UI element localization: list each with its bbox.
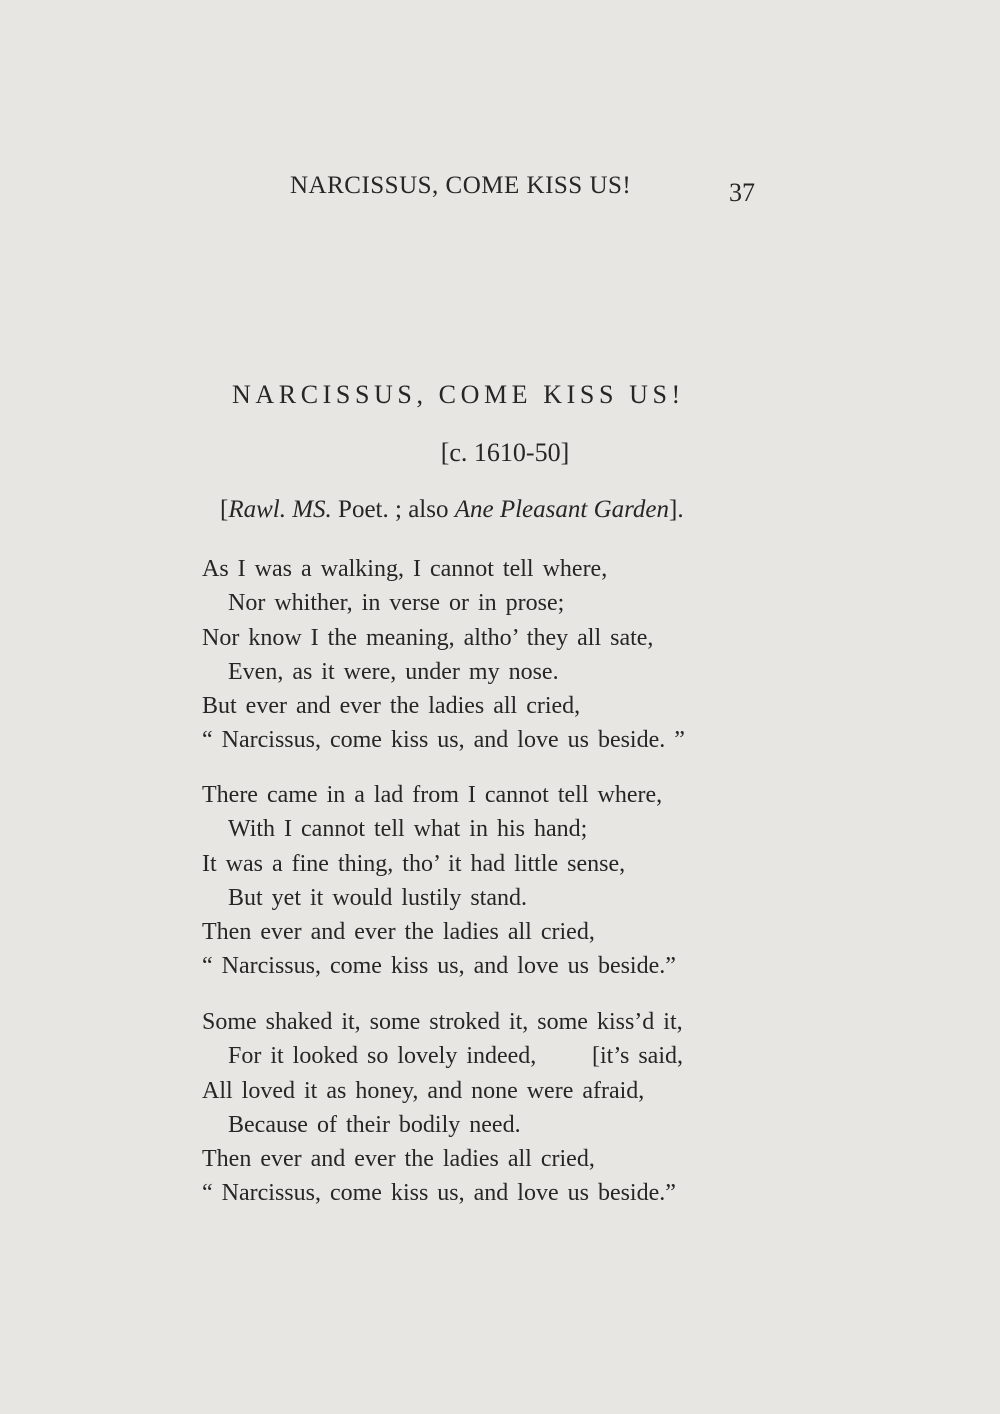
stanza-3-refrain: “ Narcissus, come kiss us, and love us beside.” xyxy=(202,1180,676,1207)
stanza-2 xyxy=(202,778,762,984)
stanza-3-line-3: All loved it as honey, and none were afraid, xyxy=(202,1077,645,1104)
stanza-1-line-2: Nor whither, in verse or in prose; xyxy=(228,590,565,617)
page-number: 37 xyxy=(729,178,755,207)
stanza-1-refrain: “ Narcissus, come kiss us, and love us beside. ” xyxy=(202,727,685,754)
stanza-3-line-2 xyxy=(202,1039,762,1073)
stanza-3-line-2-text: For it looked so lovely indeed, xyxy=(228,1043,537,1070)
stanza-1-line-4: Even, as it were, under my nose. xyxy=(228,658,559,685)
stanza-2-line-1: There came in a lad from I cannot tell where, xyxy=(202,782,663,808)
stanza-1-line-3: Nor know I the meaning, altho’ they all sate, xyxy=(202,624,654,651)
source-open-bracket: [ xyxy=(220,496,229,523)
stanza-2-line-3: It was a fine thing, tho’ it had little sense, xyxy=(202,850,626,877)
source-connector: Poet. ; also xyxy=(331,496,455,523)
stanza-1 xyxy=(202,552,762,758)
stanza-3-line-5: Then ever and ever the ladies all cried, xyxy=(202,1146,595,1173)
stanza-3-line-1: Some shaked it, some stroked it, some kiss’d it, xyxy=(202,1009,683,1035)
stanza-3-side-note: [it’s said, xyxy=(592,1043,683,1070)
source-garden: Ane Pleasant Garden xyxy=(454,496,670,523)
stanza-3-line-4: Because of their bodily need. xyxy=(228,1111,521,1138)
source-close-bracket: ]. xyxy=(669,496,684,523)
poem-date-text: [c. 1610-50] xyxy=(440,438,570,467)
stanza-2-line-5: Then ever and ever the ladies all cried, xyxy=(202,919,595,946)
stanza-2-refrain: “ Narcissus, come kiss us, and love us beside.” xyxy=(202,953,676,980)
stanza-3 xyxy=(202,1005,762,1211)
stanza-2-line-4: But yet it would lustily stand. xyxy=(228,884,528,911)
stanza-1-line-1: As I was a walking, I cannot tell where, xyxy=(202,556,608,582)
stanza-1-line-5: But ever and ever the ladies all cried, xyxy=(202,693,581,720)
stanza-2-line-2: With I cannot tell what in his hand; xyxy=(228,816,588,843)
poem-source xyxy=(220,496,684,524)
poem-title: NARCISSUS, COME KISS US! xyxy=(232,380,685,409)
poem-date xyxy=(0,438,1000,468)
running-head: NARCISSUS, COME KISS US! xyxy=(290,172,632,199)
source-manuscript: Rawl. MS. xyxy=(228,496,332,523)
